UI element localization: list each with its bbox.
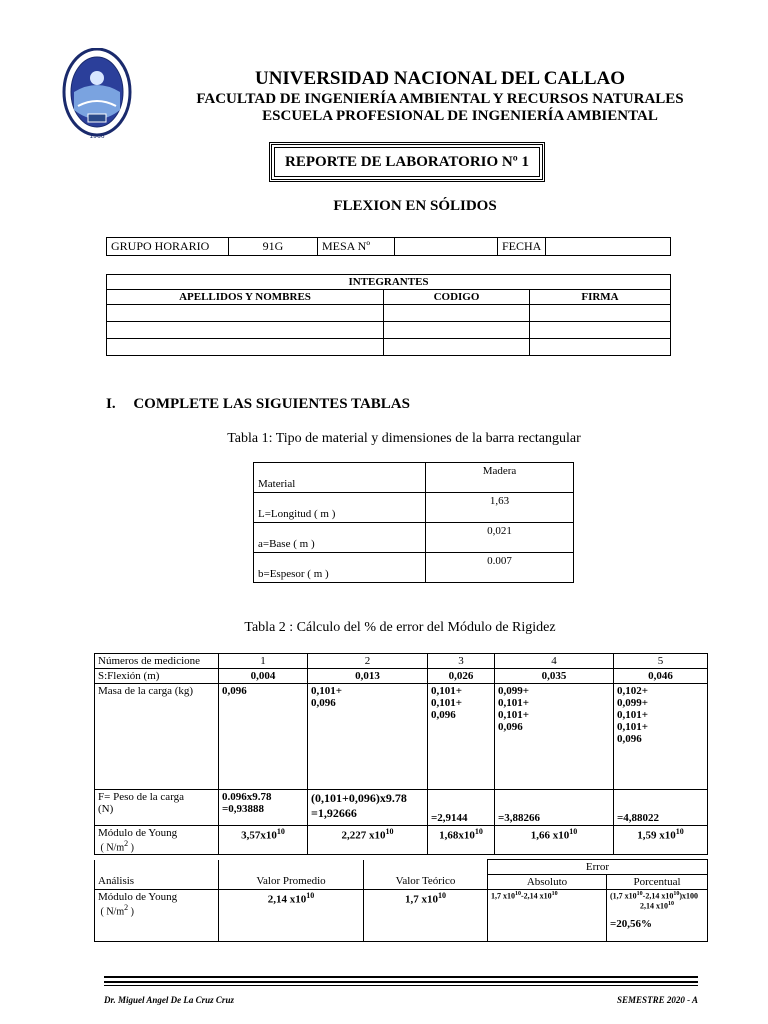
t2-row-label: Números de medicione (95, 654, 219, 669)
university-name: UNIVERSIDAD NACIONAL DEL CALLAO (254, 68, 626, 89)
t2-cell: =3,88266 (495, 790, 614, 826)
footer-divider (104, 985, 698, 986)
t1-value: 1,63 (426, 493, 574, 523)
t2-cell: $3,57x10^{10}$ (219, 826, 308, 855)
t2-cell: 0,046 (614, 669, 708, 684)
section-text: COMPLETE LAS SIGUIENTES TABLAS (133, 396, 410, 412)
t2-cell: 5 (614, 654, 708, 669)
t2-row-label: F= Peso de la carga (N) (95, 790, 219, 826)
table-row (107, 339, 671, 356)
university-logo (62, 48, 132, 144)
t2-cell: 0,035 (495, 669, 614, 684)
fecha-label: FECHA (498, 238, 546, 256)
group-value: 91G (229, 238, 318, 256)
table2 (94, 653, 708, 855)
school-name: ESCUELA PROFESIONAL DE INGENIERÍA AMBIENTAL (262, 108, 658, 124)
t2-cell: 0.096x9.78 =0,93888 (219, 790, 308, 826)
t2-cell: =4,88022 (614, 790, 708, 826)
t2-cell: 1 (219, 654, 308, 669)
t2-cell: $1,68x10^{10}$ (428, 826, 495, 855)
t1-label: Material (254, 463, 426, 493)
porcentual-label: Porcentual (607, 875, 708, 890)
footer-author: Dr. Miguel Angel De La Cruz Cruz (104, 995, 234, 1005)
t2-cell: 0,013 (308, 669, 428, 684)
t2-cell: 0,026 (428, 669, 495, 684)
table-row (107, 305, 671, 322)
group-label: GRUPO HORARIO (107, 238, 229, 256)
info-table (106, 237, 671, 256)
report-title: REPORTE DE LABORATORIO Nº 1 (285, 153, 529, 170)
report-title-box (269, 142, 545, 182)
members-title: INTEGRANTES (107, 275, 671, 290)
members-table (106, 274, 671, 356)
t2-row-label: S:Flexión (m) (95, 669, 219, 684)
t1-value: 0.007 (426, 553, 574, 583)
porcentual-value: (1,7 $x10^{10}-2,14$ $x10^{10})x100$ 2,14 $x10^{10}$ =20,56% (607, 890, 708, 942)
footer-divider (104, 976, 698, 978)
t2-cell: 0,004 (219, 669, 308, 684)
t2-cell: 1,66 $x10^{10}$ (495, 826, 614, 855)
footer-divider (104, 981, 698, 983)
svg-text:1966: 1966 (89, 133, 105, 140)
section-title (106, 396, 410, 413)
teorico-value: 1,7 $x10^{10}$ (364, 890, 488, 942)
t2-cell: 2 (308, 654, 428, 669)
t2-cell: =2,9144 (428, 790, 495, 826)
t2-cell: 0,101+ 0,101+ 0,096 (428, 684, 495, 790)
col-code: CODIGO (384, 290, 530, 305)
t2-cell: 2,227 $x10^{10}$ (308, 826, 428, 855)
table1 (253, 462, 574, 583)
t2-row-label: Módulo de Young ( $N/m^2$ ) (95, 890, 219, 942)
t2-cell: 0,102+ 0,099+ 0,101+ 0,101+ 0,096 (614, 684, 708, 790)
t2-row-label: Módulo de Young ( $N/m^2$ ) (95, 826, 219, 855)
absoluto-value: 1,7 $x10^{10}-2,14$ $x10^{10}$ (488, 890, 607, 942)
t2-cell: 0,099+ 0,101+ 0,101+ 0,096 (495, 684, 614, 790)
absoluto-label: Absoluto (488, 875, 607, 890)
report-subtitle: FLEXION EN SÓLIDOS (333, 198, 497, 214)
section-number: I. (106, 396, 116, 412)
table-row (107, 322, 671, 339)
t2-cell: 4 (495, 654, 614, 669)
t1-label: a=Base ( m ) (254, 523, 426, 553)
t2-cell: 0,096 (219, 684, 308, 790)
t1-label: b=Espesor ( m ) (254, 553, 426, 583)
mesa-label: MESA Nº (318, 238, 395, 256)
promedio-value: 2,14 $x10^{10}$ (219, 890, 364, 942)
t1-label: L=Longitud ( m ) (254, 493, 426, 523)
faculty-name: FACULTAD DE INGENIERÍA AMBIENTAL Y RECURSOS NATURALES (196, 91, 684, 107)
t1-value: Madera (426, 463, 574, 493)
t2-cell: Valor Teórico (364, 860, 488, 890)
footer-semester: SEMESTRE 2020 - A (617, 995, 698, 1005)
t2-cell: 0,101+ 0,096 (308, 684, 428, 790)
t2-cell: 1,59 $x10^{10}$ (614, 826, 708, 855)
table2-caption: Tabla 2 : Cálculo del % de error del Módulo de Rigidez (244, 620, 556, 635)
t2-cell: Valor Promedio (219, 860, 364, 890)
table1-caption: Tabla 1: Tipo de material y dimensiones de la barra rectangular (227, 431, 581, 446)
mesa-value[interactable] (395, 238, 498, 256)
t2-row-label: Masa de la carga (kg) (95, 684, 219, 790)
t1-value: 0,021 (426, 523, 574, 553)
t2-cell: 3 (428, 654, 495, 669)
analysis-table (94, 859, 708, 942)
error-header: Error (488, 860, 708, 875)
col-names: APELLIDOS Y NOMBRES (107, 290, 384, 305)
t2-cell: (0,101+0,096)x9.78 =1,92666 (308, 790, 428, 826)
fecha-value[interactable] (546, 238, 671, 256)
t2-row-label: Análisis (95, 860, 219, 890)
col-sign: FIRMA (530, 290, 671, 305)
